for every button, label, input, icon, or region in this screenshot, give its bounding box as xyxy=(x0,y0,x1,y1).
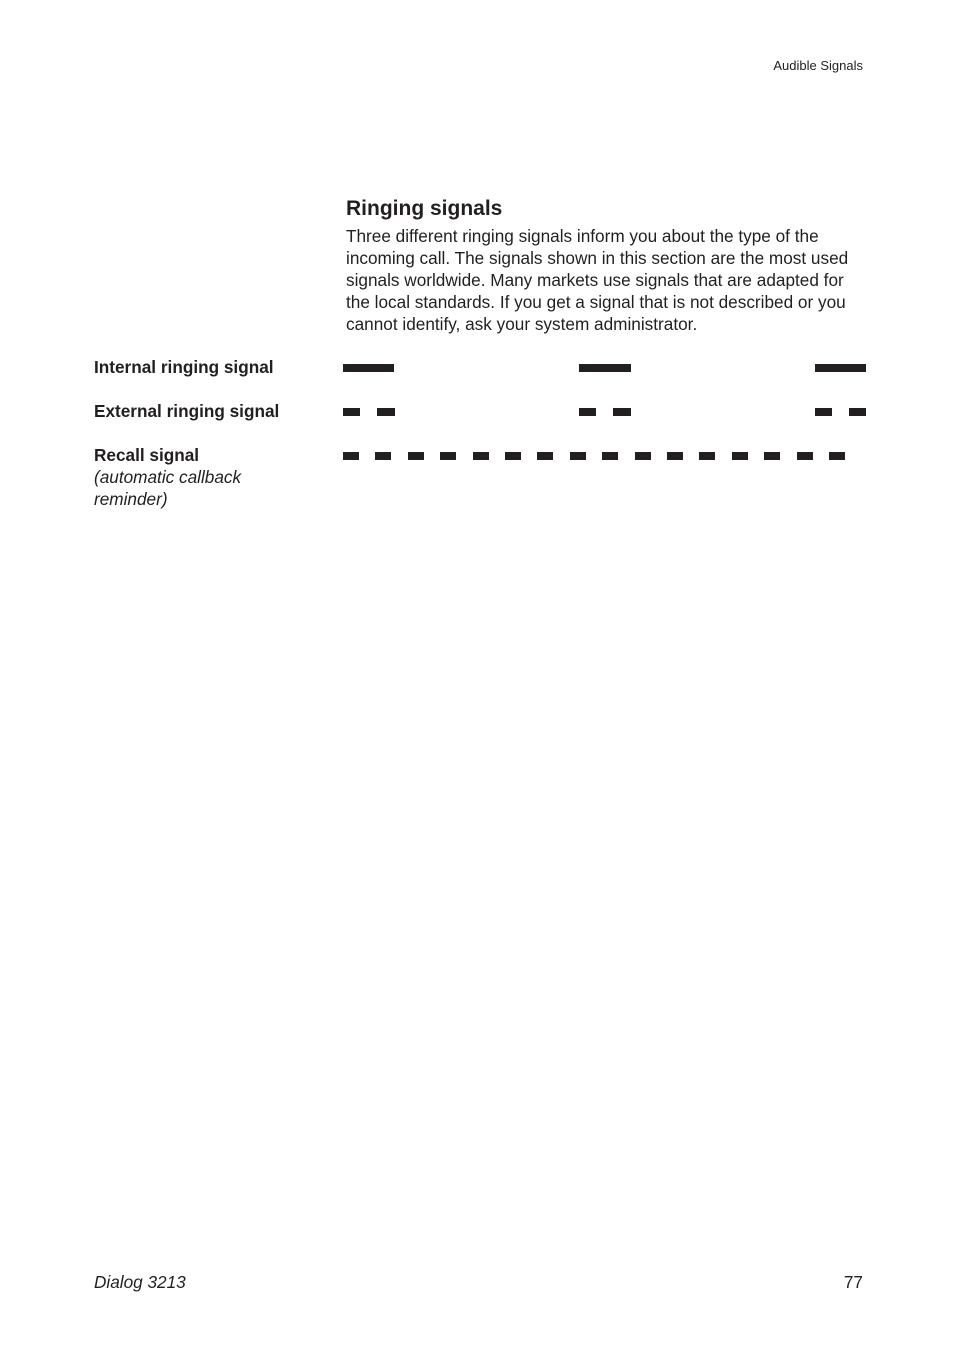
tone-short xyxy=(613,408,631,416)
tone-short xyxy=(408,452,424,460)
running-header: Audible Signals xyxy=(773,58,863,73)
tone-short xyxy=(505,452,521,460)
tone-short xyxy=(570,452,586,460)
signal-label-recall: Recall signal xyxy=(94,445,200,465)
tone-short xyxy=(343,452,359,460)
footer-page-number: 77 xyxy=(843,1272,863,1292)
tone-short xyxy=(635,452,651,460)
signal-label-external: External ringing signal xyxy=(94,401,280,421)
tone-short xyxy=(667,452,683,460)
tone-short xyxy=(602,452,618,460)
tone-short xyxy=(815,408,832,416)
tone-short xyxy=(732,452,748,460)
tone-short xyxy=(829,452,845,460)
signal-pattern-internal xyxy=(0,364,954,374)
tone-short xyxy=(699,452,715,460)
tone-short xyxy=(579,408,596,416)
section-heading: Ringing signals xyxy=(346,197,503,220)
tone-short xyxy=(473,452,489,460)
tone-long xyxy=(815,364,866,372)
signal-label-internal: Internal ringing signal xyxy=(94,357,274,377)
signal-sublabel-recall: (automatic callback reminder) xyxy=(94,467,242,509)
tone-long xyxy=(579,364,631,372)
intro-paragraph: Three different ringing signals inform you about the type of the incoming call. The signals shown in this section are the most used signals worldwide. Many markets use signals that are adapted for the local standards. If you get a signal that is not described or you cannot identify, ask your system administrator. xyxy=(346,226,849,334)
tone-short xyxy=(375,452,391,460)
tone-short xyxy=(343,408,360,416)
tone-short xyxy=(797,452,813,460)
tone-short xyxy=(537,452,553,460)
signal-pattern-external xyxy=(0,408,954,418)
tone-short xyxy=(764,452,780,460)
tone-long xyxy=(343,364,394,372)
tone-short xyxy=(440,452,456,460)
signal-pattern-recall xyxy=(0,452,954,462)
footer-document-title: Dialog 3213 xyxy=(94,1272,186,1292)
tone-short xyxy=(849,408,866,416)
tone-short xyxy=(377,408,395,416)
